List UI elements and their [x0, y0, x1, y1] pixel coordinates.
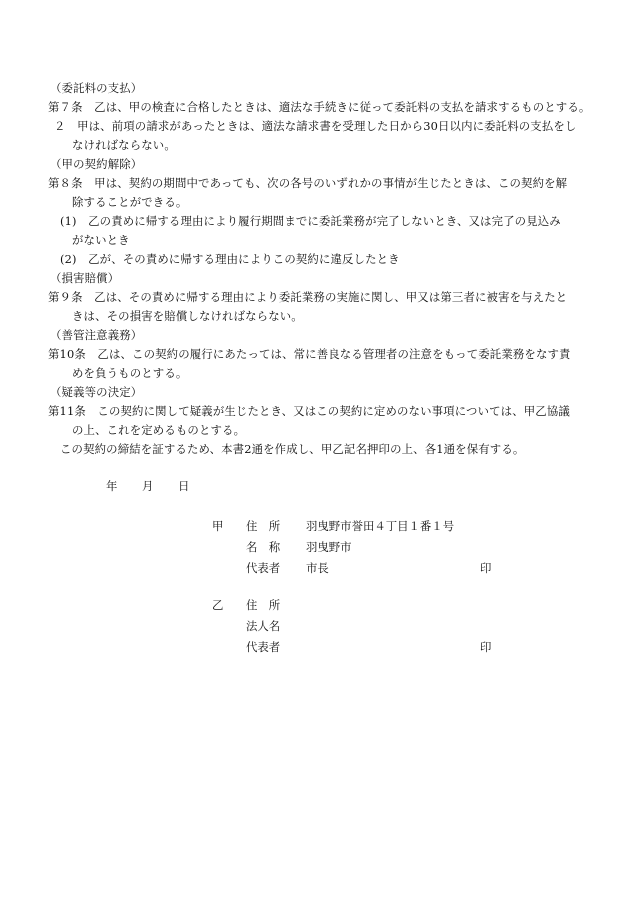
heading-payment: （委託料の支払）	[50, 81, 143, 95]
date-day: 日	[178, 479, 190, 493]
party-a-name: 羽曳野市	[306, 540, 352, 554]
article-8-text: 第８条 甲は、契約の期間中であっても、次の各号のいずれかの事情が生じたときは、この契約を解	[48, 176, 568, 190]
article-10-text-cont: めを負うものとする。	[72, 366, 188, 380]
party-b-rep-label: 代表者	[246, 640, 281, 654]
closing-statement: この契約の締結を証するため、本書2通を作成し、甲乙記名押印の上、各1通を保有する。	[60, 442, 525, 456]
article-7-para-2-cont: なければならない。	[72, 138, 176, 152]
article-8-item-2: (2) 乙が、その責めに帰する理由によりこの契約に違反したとき	[60, 252, 400, 266]
party-b-seal: 印	[480, 640, 492, 654]
date-month: 月	[142, 479, 154, 493]
party-a-name-label: 名 称	[246, 540, 281, 554]
article-9-text-cont: きは、その損害を賠償しなければならない。	[72, 309, 303, 323]
heading-due-care: （善管注意義務）	[50, 328, 143, 342]
article-11-text-cont: の上、これを定めるものとする。	[72, 423, 246, 437]
party-a-rep-label: 代表者	[246, 561, 281, 575]
party-a-rep: 市長	[306, 561, 329, 575]
heading-damages: （損害賠償）	[50, 271, 120, 285]
party-a-label: 甲	[212, 519, 224, 533]
article-7-para-2: ２ 甲は、前項の請求があったときは、適法な請求書を受理した日から30日以内に委託料の支払をし	[54, 119, 577, 133]
article-8-item-1-cont: がないとき	[72, 233, 130, 247]
article-9-text: 第９条 乙は、その責めに帰する理由により委託業務の実施に関し、甲又は第三者に被害を与えたと	[48, 290, 568, 304]
party-a-seal: 印	[480, 561, 492, 575]
heading-doubts: （疑義等の決定）	[50, 385, 143, 399]
article-7-text: 第７条 乙は、甲の検査に合格したときは、適法な手続きに従って委託料の支払を請求するものとする。	[48, 100, 591, 114]
party-a-address-label: 住 所	[246, 519, 281, 533]
party-b-address-label: 住 所	[246, 598, 281, 612]
article-11-text: 第11条 この契約に関して疑義が生じたとき、又はこの契約に定めのない事項については、甲乙協議	[48, 404, 570, 418]
heading-termination: （甲の契約解除）	[50, 157, 143, 171]
party-b-corp-label: 法人名	[246, 619, 281, 633]
article-8-text-cont: 除することができる。	[72, 195, 188, 209]
article-10-text: 第10条 乙は、この契約の履行にあたっては、常に善良なる管理者の注意をもって委託業務をなす責	[48, 347, 571, 361]
party-a-address: 羽曳野市誉田４丁目１番１号	[306, 519, 455, 533]
article-8-item-1: (1) 乙の責めに帰する理由により履行期間までに委託業務が完了しないとき、又は完了の見込み	[60, 214, 561, 228]
party-b-label: 乙	[212, 598, 224, 612]
date-year: 年	[106, 479, 118, 493]
